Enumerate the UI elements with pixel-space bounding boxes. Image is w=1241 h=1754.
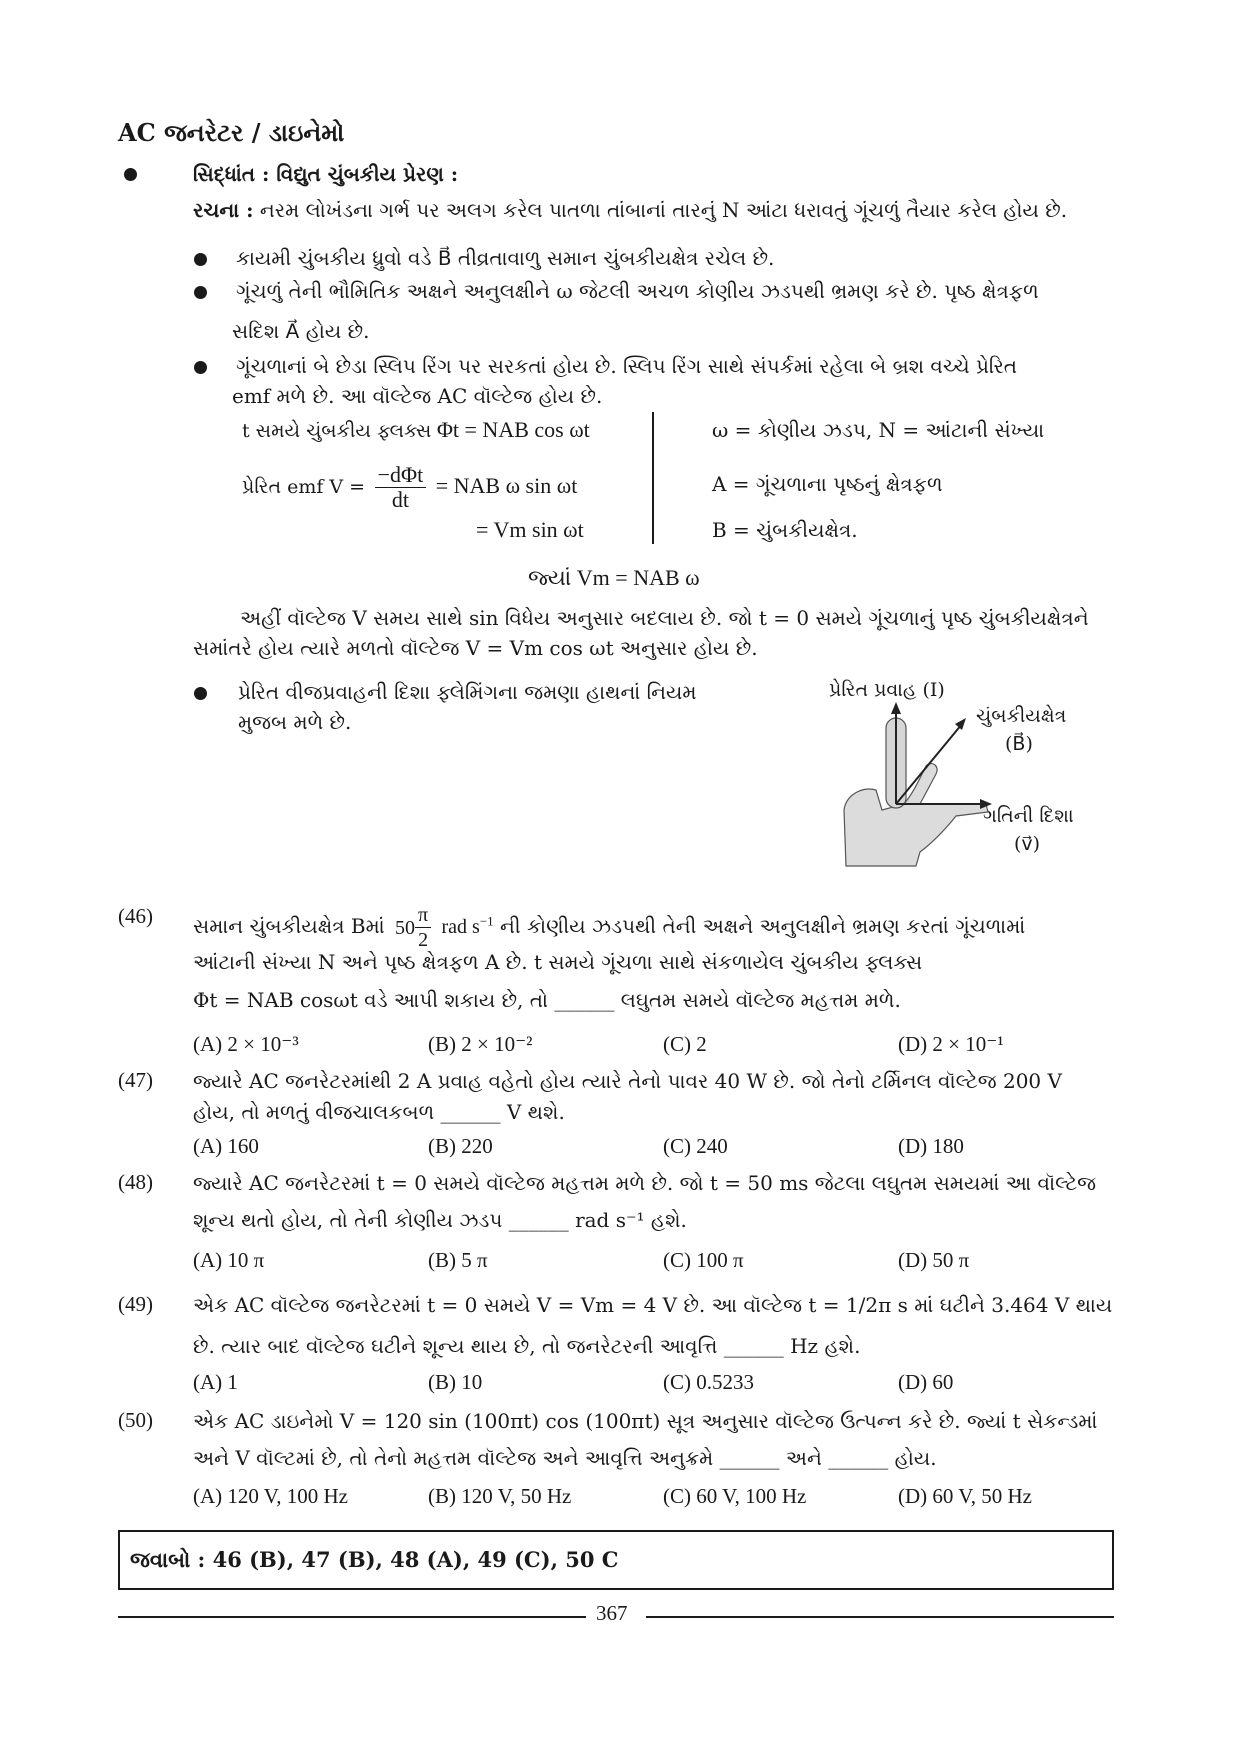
question-50-line-2: અને V વૉલ્ટમાં છે, તો તેનો મહત્તમ વૉલ્ટેજ અને આવૃત્તિ અનુક્રમે ______ અને ______ હોય.	[193, 1446, 937, 1470]
construction-label: રચના :	[193, 198, 254, 222]
option-d[interactable]: (D) 50 π	[898, 1248, 970, 1272]
figure-label-current: પ્રેરિત પ્રવાહ (I)	[829, 679, 945, 701]
option-d[interactable]: (D) 60	[898, 1370, 954, 1394]
option-b[interactable]: (B) 10	[428, 1370, 483, 1394]
formula-emf-prefix: પ્રેરિત emf V =	[242, 476, 366, 498]
question-number: (47)	[118, 1068, 153, 1092]
option-b[interactable]: (B) 5 π	[428, 1248, 488, 1272]
figure-label-field-symbol: (B⃗)	[1005, 733, 1033, 755]
question-number: (50)	[118, 1408, 153, 1432]
field-arrow-head	[955, 718, 966, 730]
option-a[interactable]: (A) 2 × 10⁻³	[193, 1032, 299, 1056]
option-a[interactable]: (A) 120 V, 100 Hz	[193, 1484, 348, 1508]
formula-divider	[652, 412, 654, 544]
option-c[interactable]: (C) 100 π	[663, 1248, 744, 1272]
footer-rule-left	[118, 1616, 586, 1618]
formula-emf-numerator: −dΦt	[375, 463, 427, 488]
question-48-line-2: શૂન્ય થતો હોય, તો તેની કોણીય ઝડપ ______ rad s⁻¹ હશે.	[193, 1208, 687, 1232]
formula-vm: = Vm sin ωt	[476, 517, 584, 542]
option-d[interactable]: (D) 180	[898, 1134, 964, 1158]
figure-label-motion: ગતિની દિશા	[983, 805, 1074, 827]
bullet-fleming-2: મુજબ મળે છે.	[238, 710, 352, 734]
question-48-line-1: જ્યારે AC જનરેટરમાં t = 0 સમયે વૉલ્ટેજ મહત્તમ મળે છે. જો t = 50 ms જેટલા લઘુતમ સમયમાં આ વૉલ્ટેજ	[193, 1171, 1097, 1195]
construction-line	[193, 196, 1067, 224]
question-49-line-2: છે. ત્યાર બાદ વૉલ્ટેજ ઘટીને શૂન્ય થાય છે, તો જનરેટરની આવૃત્તિ ______ Hz હશે.	[193, 1334, 861, 1358]
question-number: (49)	[118, 1292, 153, 1316]
formula-emf-rhs: = NAB ω sin ωt	[435, 473, 578, 498]
option-a[interactable]: (A) 10 π	[193, 1248, 265, 1272]
question-49-line-1: એક AC વૉલ્ટેજ જનરેટરમાં t = 0 સમયે V = Vm = 4 V છે. આ વૉલ્ટેજ t = 1/2π s માં ઘટીને 3.464 V થાય	[193, 1293, 1113, 1317]
principle-heading: સિદ્ધાંત : વિદ્યુત ચુંબકીય પ્રેરણ :	[193, 162, 459, 186]
formula-emf	[242, 460, 577, 513]
paragraph-line-2: સમાંતરે હોય ત્યારે મળતો વૉલ્ટેજ V = Vm cos ωt અનુસાર હોય છે.	[193, 636, 758, 660]
bullet-dot	[124, 168, 137, 181]
fleming-hand-figure	[836, 700, 996, 870]
figure-label-field: ચુંબકીયક્ષેત્ર	[976, 705, 1067, 727]
option-c[interactable]: (C) 0.5233	[663, 1370, 754, 1394]
answers-box: જવાબો : 46 (B), 47 (B), 48 (A), 49 (C), 50 C	[118, 1530, 1114, 1590]
formula-flux-expr: Φt = NAB cos ωt	[436, 417, 590, 442]
question-number: (46)	[118, 904, 153, 928]
option-a[interactable]: (A) 1	[193, 1370, 238, 1394]
bullet-dot	[194, 687, 207, 700]
figure-label-motion-symbol: (v⃗)	[1014, 833, 1041, 855]
footer-rule-right	[646, 1616, 1114, 1618]
question-46-line-3: Φt = NAB cosωt વડે આપી શકાય છે, તો ______ લઘુતમ સમયે વૉલ્ટેજ મહત્તમ મળે.	[193, 988, 901, 1012]
bullet-slip-ring-1: ગૂંચળાનાં બે છેડા સ્લિપ રિંગ પર સરકતાં હોય છે. સ્લિપ રિંગ સાથે સંપર્કમાં રહેલા બે બ્રશ વચ્ચે પ્રેરિત	[236, 354, 1018, 378]
bullet-fleming-1: પ્રેરિત વીજપ્રવાહની દિશા ફ્લેમિંગના જમણા હાથનાં નિયમ	[238, 680, 697, 704]
question-46-line-1	[193, 903, 1025, 952]
formula-emf-fraction	[375, 463, 427, 512]
legend-omega: ω = કોણીય ઝડપ, N = આંટાની સંખ્યા	[712, 418, 1045, 442]
option-b[interactable]: (B) 220	[428, 1134, 493, 1158]
question-50-line-1: એક AC ડાઇનેમો V = 120 sin (100πt) cos (100πt) સૂત્ર અનુસાર વૉલ્ટેજ ઉત્પન્ન કરે છે. જ્યાં t સેકન્ડમાં	[193, 1409, 1098, 1433]
option-d[interactable]: (D) 60 V, 50 Hz	[898, 1484, 1032, 1508]
bullet-slip-ring-2: emf મળે છે. આ વૉલ્ટેજ AC વૉલ્ટેજ હોય છે.	[232, 384, 603, 408]
current-arrow-head	[891, 702, 901, 714]
option-c[interactable]: (C) 240	[663, 1134, 728, 1158]
option-d[interactable]: (D) 2 × 10⁻¹	[898, 1032, 1004, 1056]
legend-area: A = ગૂંચળાના પૃષ્ઠનું ક્ષેત્રફળ	[712, 472, 943, 496]
option-c[interactable]: (C) 60 V, 100 Hz	[663, 1484, 807, 1508]
question-46-units: rad $s^{-1}$	[441, 913, 494, 938]
formula-flux	[242, 416, 590, 445]
question-46-text-b: ની કોણીય ઝડપથી તેની અક્ષને અનુલક્ષીને ભ્રમણ કરતાં ગૂંચળામાં	[500, 914, 1026, 938]
bullet-magnetic-field: કાયમી ચુંબકીય ધ્રુવો વડે B⃗ તીવ્રતાવાળુ સમાન ચુંબકીયક્ષેત્ર રચેલ છે.	[236, 246, 775, 270]
section-title: AC જનરેટર / ડાઇનેમો	[118, 118, 345, 147]
option-c[interactable]: (C) 2	[663, 1032, 707, 1056]
question-46-line-2: આંટાની સંખ્યા N અને પૃષ્ઠ ક્ષેત્રફળ A છે. t સમયે ગૂંચળા સાથે સંકળાયેલ ચુંબકીય ફ્લક્સ	[193, 950, 923, 974]
paragraph-line-1: અહીં વૉલ્ટેજ V સમય સાથે sin વિધેય અનુસાર બદલાય છે. જો t = 0 સમયે ગૂંચળાનું પૃષ્ઠ ચુંબકીયક્ષેત્રને	[240, 606, 1089, 630]
bullet-coil-rotation-1: ગૂંચળું તેની ભૌમિતિક અક્ષને અનુલક્ષીને ω જેટલી અચળ કોણીય ઝડપથી ભ્રમણ કરે છે. પૃષ્ઠ ક્ષેત્રફળ	[236, 279, 1039, 303]
page-number: 367	[596, 1601, 628, 1625]
question-number: (48)	[118, 1170, 153, 1194]
where-vm: જ્યાં Vm = NAB ω	[528, 565, 700, 590]
question-47-line-2: હોય, તો મળતું વીજચાલકબળ ______ V થશે.	[193, 1100, 565, 1124]
bullet-dot	[194, 286, 207, 299]
bullet-dot	[194, 361, 207, 374]
question-46-text-a: સમાન ચુંબકીયક્ષેત્ર Bમાં	[193, 914, 385, 938]
legend-field: B = ચુંબકીયક્ષેત્ર.	[712, 518, 858, 542]
option-b[interactable]: (B) 120 V, 50 Hz	[428, 1484, 572, 1508]
bullet-coil-rotation-2: સદિશ A⃗ હોય છે.	[232, 319, 370, 343]
construction-text: નરમ લોખંડના ગર્ભ પર અલગ કરેલ પાતળા તાંબાનાં તારનું N આંટા ધરાવતું ગૂંચળું તૈયાર કરેલ હોય છે.	[259, 198, 1068, 222]
option-b[interactable]: (B) 2 × 10⁻²	[428, 1032, 533, 1056]
question-47-line-1: જ્યારે AC જનરેટરમાંથી 2 A પ્રવાહ વહેતો હોય ત્યારે તેનો પાવર 40 W છે. જો તેનો ટર્મિનલ વૉલ્ટેજ 200 V	[193, 1069, 1062, 1093]
option-a[interactable]: (A) 160	[193, 1134, 259, 1158]
question-46-fraction: 50 $\frac{\pi}{2}$	[395, 903, 431, 952]
bullet-dot	[194, 253, 207, 266]
formula-flux-prefix: t સમયે ચુંબકીય ફ્લક્સ	[242, 420, 432, 442]
formula-emf-denominator: dt	[391, 487, 409, 513]
